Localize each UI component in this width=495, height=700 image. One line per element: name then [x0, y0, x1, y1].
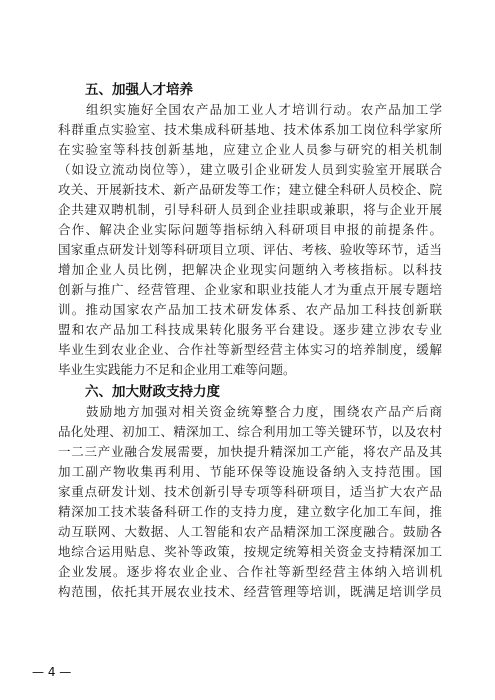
text-line: 家重点研发计划、技术创新引导专项等科研项目，适当扩大农产品 [58, 484, 442, 499]
page-number: — 4 — [32, 665, 72, 679]
text-line: 加工副产物收集再利用、节能环保等设施设备纳入支持范围。国 [58, 464, 442, 479]
text-line: 毕业生实践能力不足和企业用工难等问题。 [58, 362, 296, 377]
paragraph-finance [58, 402, 442, 602]
text-line: 毕业生到农业企业、合作社等新型经营主体实习的培养制度，缓解 [58, 342, 442, 357]
text-line: 创新与推广、经营管理、企业家和职业技能人才为重点开展专题培 [58, 282, 442, 297]
text-line: 训。推动国家农产品加工技术研发体系、农产品加工科技创新联 [58, 302, 442, 317]
text-line: 在实验室等科技创新基地，应建立企业人员参与研究的相关机制 [58, 142, 442, 157]
text-line: 动互联网、大数据、人工智能和农产品精深加工深度融合。鼓励各 [58, 524, 442, 539]
text-line: （如设立流动岗位等），建立吸引企业研发人员到实验室开展联合 [58, 162, 442, 177]
text-line: 合作、解决企业实际问题等指标纳入科研项目申报的前提条件。 [58, 222, 442, 237]
text-line: 盟和农产品加工科技成果转化服务平台建设。逐步建立涉农专业 [58, 322, 442, 337]
text-line: 国家重点研发计划等科研项目立项、评估、考核、验收等环节，适当 [58, 242, 442, 257]
text-line: 企业发展。逐步将农业企业、合作社等新型经营主体纳入培训机 [58, 564, 442, 579]
text-line: 企共建双聘机制，引导科研人员到企业挂职或兼职，将与企业开展 [58, 202, 442, 217]
document-body [58, 80, 442, 604]
text-line: 鼓励地方加强对相关资金统筹整合力度，围绕农产品产后商 [86, 404, 442, 419]
text-line: 一二三产业融合发展需要，加快提升精深加工产能，将农产品及其 [58, 444, 442, 459]
text-line: 精深加工技术装备科研工作的支持力度，建立数字化加工车间，推 [58, 504, 442, 519]
text-line: 构范围，依托其开展农业技术、经营管理等培训，既满足培训学员 [58, 584, 442, 599]
text-line: 地综合运用贴息、奖补等政策，按规定统筹相关资金支持精深加工 [58, 544, 442, 559]
text-line: 科群重点实验室、技术集成科研基地、技术体系加工岗位科学家所 [58, 122, 442, 137]
text-line: 增加企业人员比例，把解决企业现实问题纳入考核指标。以科技 [58, 262, 442, 277]
text-line: 攻关、开展新技术、新产品研发等工作；建立健全科研人员校企、院 [58, 182, 442, 197]
section-heading-talent: 五、加强人才培养 [85, 82, 193, 98]
section-heading-finance: 六、加大财政支持力度 [85, 384, 220, 400]
paragraph-talent [58, 100, 442, 380]
text-line: 组织实施好全国农产品加工业人才培训行动。农产品加工学 [86, 102, 442, 117]
text-line: 品化处理、初加工、精深加工、综合利用加工等关键环节，以及农村 [58, 424, 442, 439]
